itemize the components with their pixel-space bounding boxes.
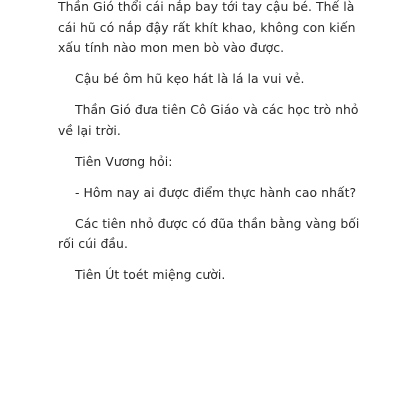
paragraph-4: Tiên Vương hỏi: bbox=[75, 153, 173, 169]
paragraph-5: - Hôm nay ai được điểm thực hành cao nhất? bbox=[75, 184, 357, 200]
paragraph-3: Thần Gió đưa tiên Cô Giáo và các học trò nhỏ về lại trời. bbox=[58, 102, 359, 138]
paragraph-2: Cậu bé ôm hũ kẹo hát là lá la vui vẻ. bbox=[75, 71, 305, 86]
paragraph-1: Thần Gió thổi cái nắp bay tới tay cậu bé. Thế là cái hũ có nắp đậy rất khít khao, không con kiến xấu tính nào mon men bò vào được. bbox=[58, 0, 356, 55]
story-text bbox=[58, 0, 376, 296]
paragraph-6: Các tiên nhỏ được có đũa thần bằng vàng bối rối cúi đầu. bbox=[58, 215, 360, 251]
paragraph-7: Tiên Út toét miệng cười. bbox=[75, 267, 226, 282]
